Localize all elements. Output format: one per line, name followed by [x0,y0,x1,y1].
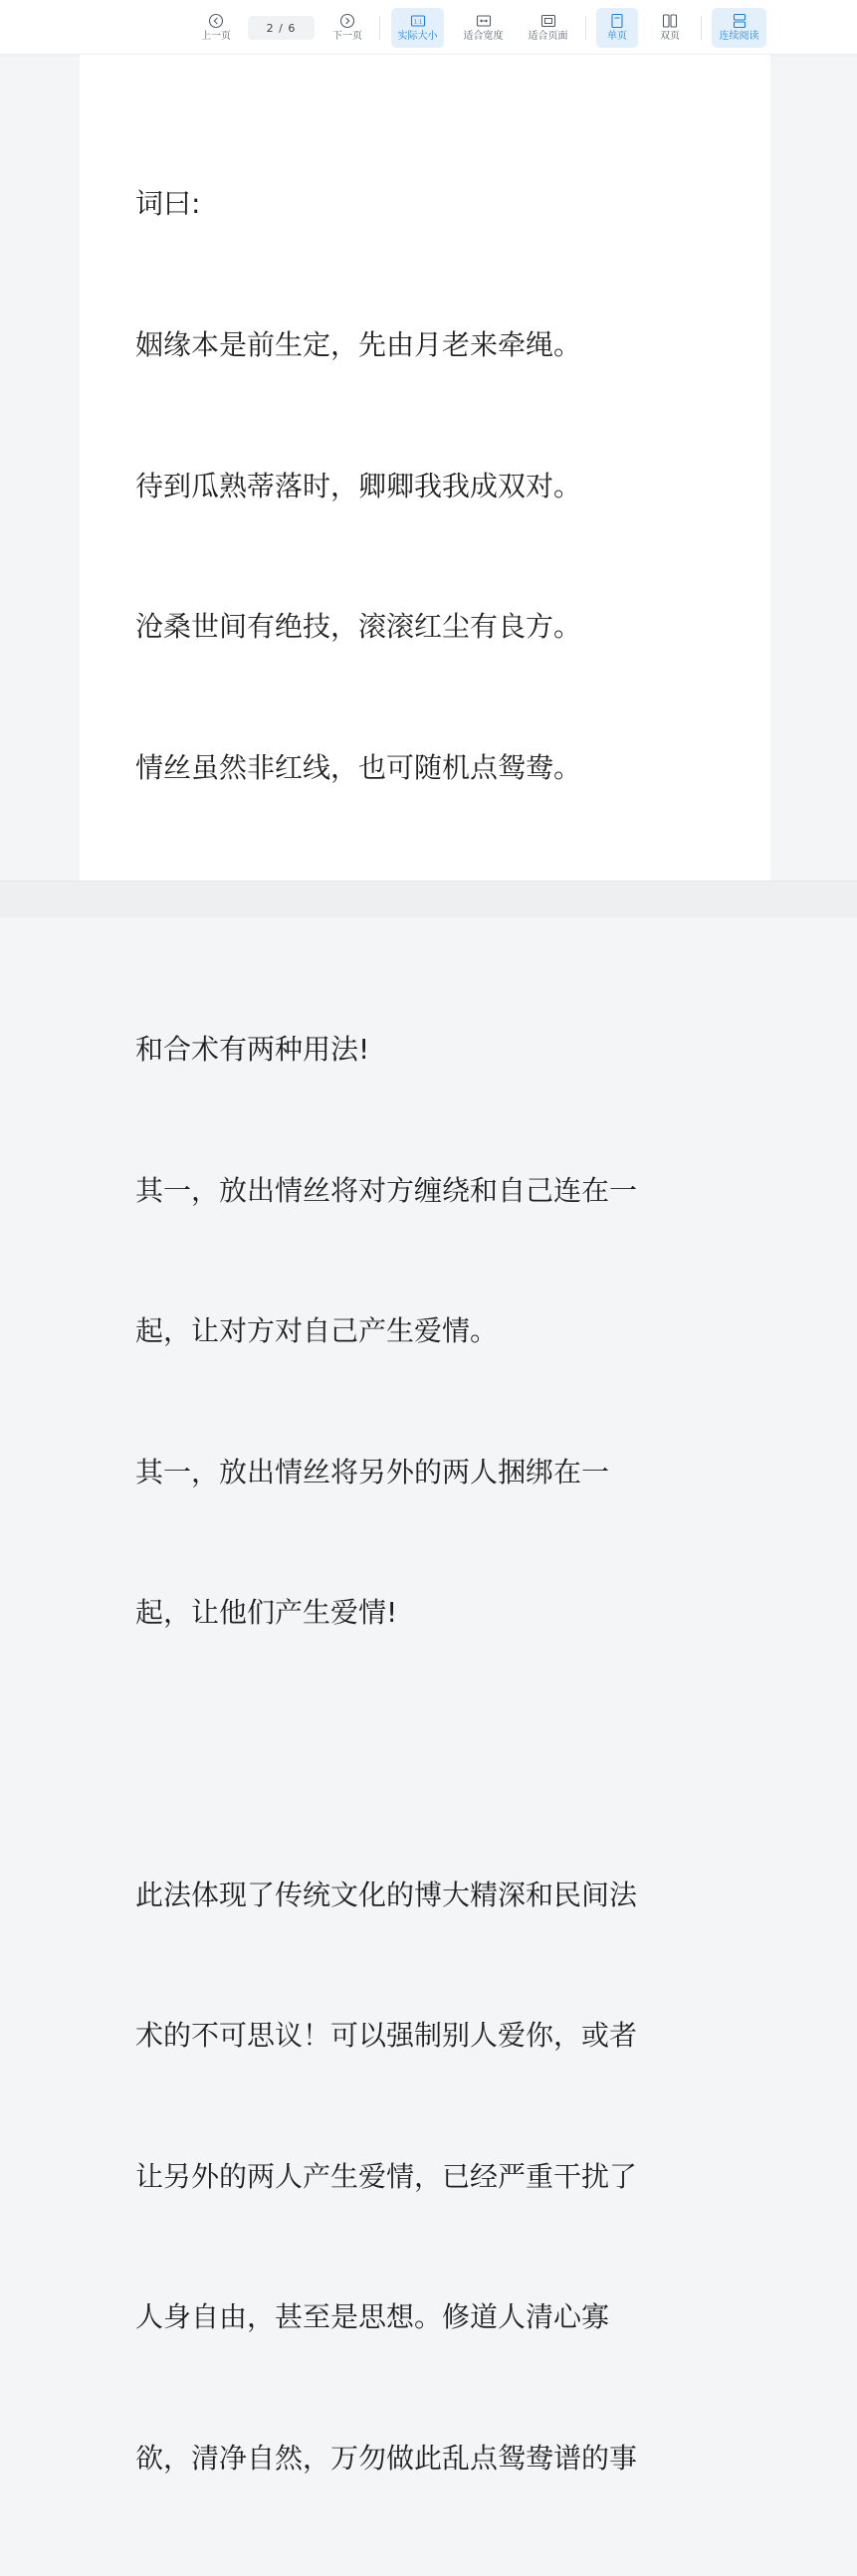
prev-page-button[interactable] [197,8,235,48]
single-page-button[interactable] [596,8,638,48]
double-page-label: 双页 [660,31,680,42]
text-line: 欲，清净自然，万勿做此乱点鸳鸯谱的事 [135,2441,638,2475]
fit-page-icon [540,13,556,29]
actual-size-icon [410,13,426,29]
chevron-left-circle-icon [208,13,224,29]
toolbar-divider [701,16,702,40]
document-text [135,87,713,2576]
continuous-reading-label: 连续阅读 [719,31,759,42]
toolbar-divider [379,16,380,40]
text-line: 起，让他们产生爱情! [135,1596,398,1630]
chevron-right-circle-icon [339,13,355,29]
single-page-icon [609,13,625,29]
text-line: 和合术有两种用法! [135,1032,370,1066]
text-line: 待到瓜熟蒂落时，卿卿我我成双对。 [135,469,582,502]
single-page-label: 单页 [607,31,627,42]
next-page-label: 下一页 [332,31,362,42]
actual-size-button[interactable] [391,8,444,48]
document-page [80,55,770,2475]
fit-width-label: 适合宽度 [463,31,504,42]
text-line: 此法体现了传统文化的博大精深和民间法 [135,1878,638,1911]
text-line: 沧桑世间有绝技，滚滚红尘有良方。 [135,610,582,644]
continuous-scroll-icon [732,13,748,29]
fit-page-button[interactable] [522,8,574,48]
page-number-input[interactable]: 2 / 6 [248,16,315,40]
text-line: 术的不可思议！可以强制别人爱你，或者 [135,2019,638,2053]
fit-width-button[interactable] [457,8,510,48]
text-line: 情丝虽然非红线，也可随机点鸳鸯。 [135,750,582,784]
text-line: 起，让对方对自己产生爱情。 [135,1314,499,1348]
svg-text:1:1: 1:1 [413,19,422,26]
text-line: 姻缘本是前生定，先由月老来牵绳。 [135,328,582,361]
next-page-button[interactable] [328,8,366,48]
text-line: 让另外的两人产生爱情，已经严重干扰了 [135,2159,638,2193]
fit-page-label: 适合页面 [528,31,568,42]
double-page-icon [662,13,678,29]
double-page-button[interactable] [649,8,691,48]
prev-page-label: 上一页 [201,31,231,42]
text-line [135,1730,713,1777]
text-line: 其一，放出情丝将对方缠绕和自己连在一 [135,1173,638,1207]
fit-width-icon [476,13,492,29]
text-line: 其一，放出情丝将另外的两人捆绑在一 [135,1455,610,1488]
actual-size-label: 实际大小 [397,31,438,42]
bottom-bar [0,881,857,917]
text-line: 人身自由，甚至是思想。修道人清心寡 [135,2300,610,2334]
text-line: 词曰: [135,187,201,221]
toolbar-divider [585,16,586,40]
reader-toolbar [0,0,857,55]
continuous-reading-button[interactable] [712,8,766,48]
